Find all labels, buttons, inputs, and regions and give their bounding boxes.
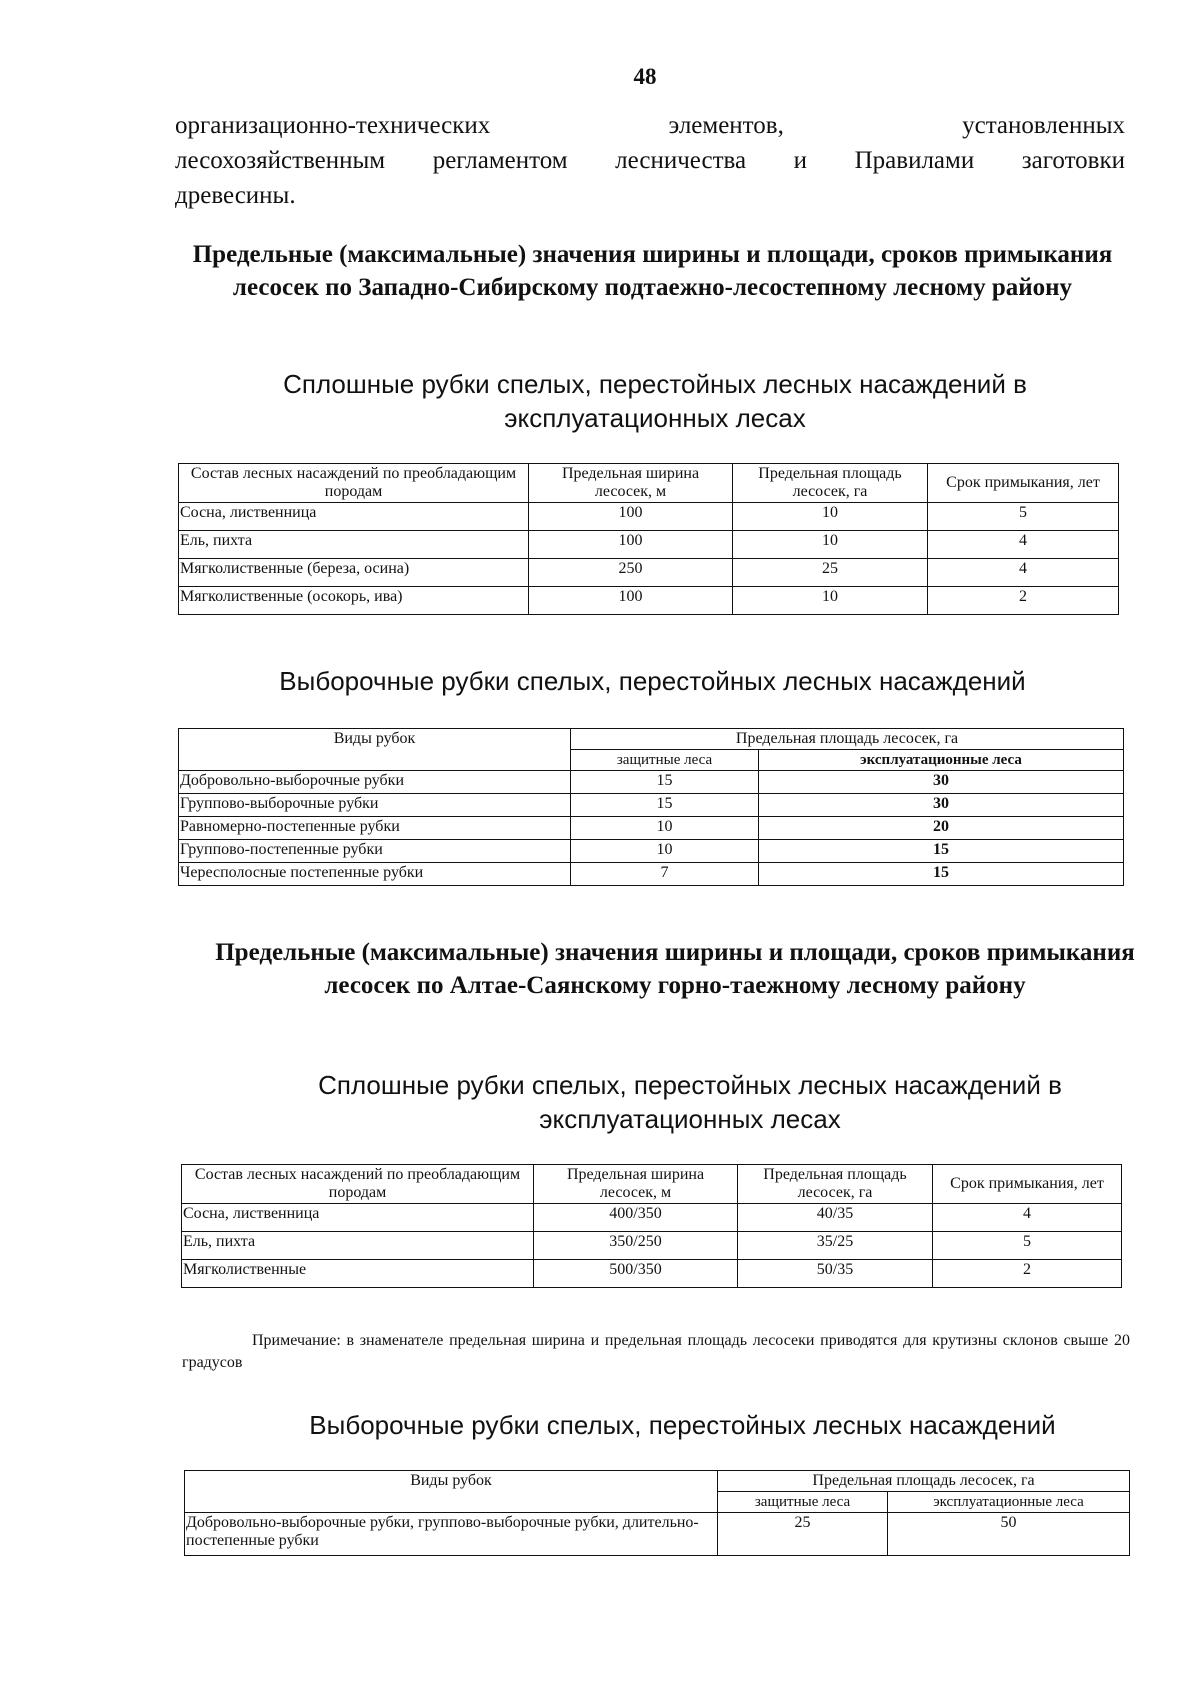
table-cell: 30 [759,794,1124,817]
table-cell: 5 [928,503,1119,531]
col-header: Предельная ширина лесосек, м [534,1165,738,1204]
col-header: Состав лесных насаждений по преобладающим породам [182,1165,534,1204]
table-row [179,771,1124,794]
s2-clearcut-title: Сплошные рубки спелых, перестойных лесных насаждений в эксплуатационных лесах [318,1070,1062,1134]
table-cell: 25 [718,1513,888,1556]
table-cell: 30 [759,771,1124,794]
table-row [182,1232,1122,1260]
table-cell: Сосна, лиственница [179,503,529,531]
col-header: Срок примыкания, лет [928,464,1119,503]
table-cell: 15 [571,794,759,817]
table-header-row [179,729,1124,750]
table-cell: 15 [571,771,759,794]
table-cell: 4 [928,531,1119,559]
table-cell: 250 [529,559,733,587]
col-subheader: эксплуатационные леса [888,1492,1130,1513]
table-cell: Добровольно-выборочные рубки [179,771,571,794]
footnote: Примечание: в знаменателе предельная ширина и предельная площадь лесосеки приводятся для крутизны склонов свыше 20 градусов [182,1332,1130,1371]
table-cell: 500/350 [534,1260,738,1288]
table-cell: 10 [733,587,928,615]
s2-selective-title: Выборочные рубки спелых, перестойных лесных насаждений [309,1410,1056,1440]
table-cell: 20 [759,817,1124,840]
table-cell: Группово-выборочные рубки [179,794,571,817]
table-row [179,840,1124,863]
table-cell: 25 [733,559,928,587]
table-header-row [185,1471,1130,1492]
col-header: Виды рубок [179,729,571,771]
table-cell: 10 [733,503,928,531]
table-cell: 100 [529,531,733,559]
table-cell: 350/250 [534,1232,738,1260]
s2-selective-table [184,1470,1130,1556]
table-cell: 50 [888,1513,1130,1556]
table-cell: 10 [571,817,759,840]
table-cell: 4 [933,1204,1122,1232]
col-header: Состав лесных насаждений по преобладающим породам [179,464,529,503]
col-header: Виды рубок [185,1471,718,1513]
table-cell: Равномерно-постепенные рубки [179,817,571,840]
table-cell: Сосна, лиственница [182,1204,534,1232]
table-cell: 15 [759,863,1124,886]
table-cell: 100 [529,587,733,615]
s1-selective-table [178,728,1124,886]
table-cell: 7 [571,863,759,886]
table-cell: Добровольно-выборочные рубки, группово-выборочные рубки, длительно-постепенные рубки [185,1513,718,1556]
col-subheader: защитные леса [718,1492,888,1513]
table-row [182,1204,1122,1232]
table-cell: Группово-постепенные рубки [179,840,571,863]
table-row [185,1513,1130,1556]
table-row [182,1260,1122,1288]
col-subheader: защитные леса [571,750,759,771]
section2-heading: Предельные (максимальные) значения ширины и площади, сроков примыкания лесосек по Алтае-Саянскому горно-таежному лесному району [215,939,1135,999]
col-header: Предельная площадь лесосек, га [571,729,1124,750]
table-row [179,794,1124,817]
s2-clearcut-table [181,1164,1122,1288]
table-cell: Мягколиственные [182,1260,534,1288]
table-cell: 2 [928,587,1119,615]
table-cell: 4 [928,559,1119,587]
table-row [179,503,1119,531]
table-cell: Ель, пихта [182,1232,534,1260]
table-row [179,559,1119,587]
col-header: Предельная площадь лесосек, га [733,464,928,503]
intro-paragraph [175,108,1125,213]
col-header: Предельная площадь лесосек, га [738,1165,933,1204]
s1-clearcut-title: Сплошные рубки спелых, перестойных лесных насаждений в эксплуатационных лесах [283,369,1027,433]
intro-line: лесохозяйственным регламентом лесничества и Правилами заготовки [175,147,1125,174]
table-cell: 50/35 [738,1260,933,1288]
col-header: Предельная ширина лесосек, м [529,464,733,503]
table-cell: 40/35 [738,1204,933,1232]
table-cell: 15 [759,840,1124,863]
table-header-row [182,1165,1122,1204]
intro-line: древесины. [175,182,296,209]
page-number: 48 [633,64,657,89]
table-cell: 400/350 [534,1204,738,1232]
table-row [179,817,1124,840]
table-cell: 2 [933,1260,1122,1288]
col-header: Предельная площадь лесосек, га [718,1471,1130,1492]
table-cell: Ель, пихта [179,531,529,559]
section1-heading: Предельные (максимальные) значения ширины и площади, сроков примыкания лесосек по Западно-Сибирскому подтаежно-лесостепному лесному району [192,241,1113,301]
table-cell: Чересполосные постепенные рубки [179,863,571,886]
table-cell: Мягколиственные (береза, осина) [179,559,529,587]
table-row [179,863,1124,886]
table-cell: Мягколиственные (осокорь, ива) [179,587,529,615]
s1-clearcut-table [178,463,1119,615]
intro-line: организационно-технических элементов, установленных [175,112,1125,139]
table-cell: 10 [733,531,928,559]
table-header-row [179,464,1119,503]
table-row [179,531,1119,559]
table-row [179,587,1119,615]
table-cell: 35/25 [738,1232,933,1260]
col-header: Срок примыкания, лет [933,1165,1122,1204]
s1-selective-title: Выборочные рубки спелых, перестойных лесных насаждений [279,666,1026,696]
col-subheader: эксплуатационные леса [759,750,1124,771]
table-cell: 100 [529,503,733,531]
table-cell: 10 [571,840,759,863]
table-cell: 5 [933,1232,1122,1260]
